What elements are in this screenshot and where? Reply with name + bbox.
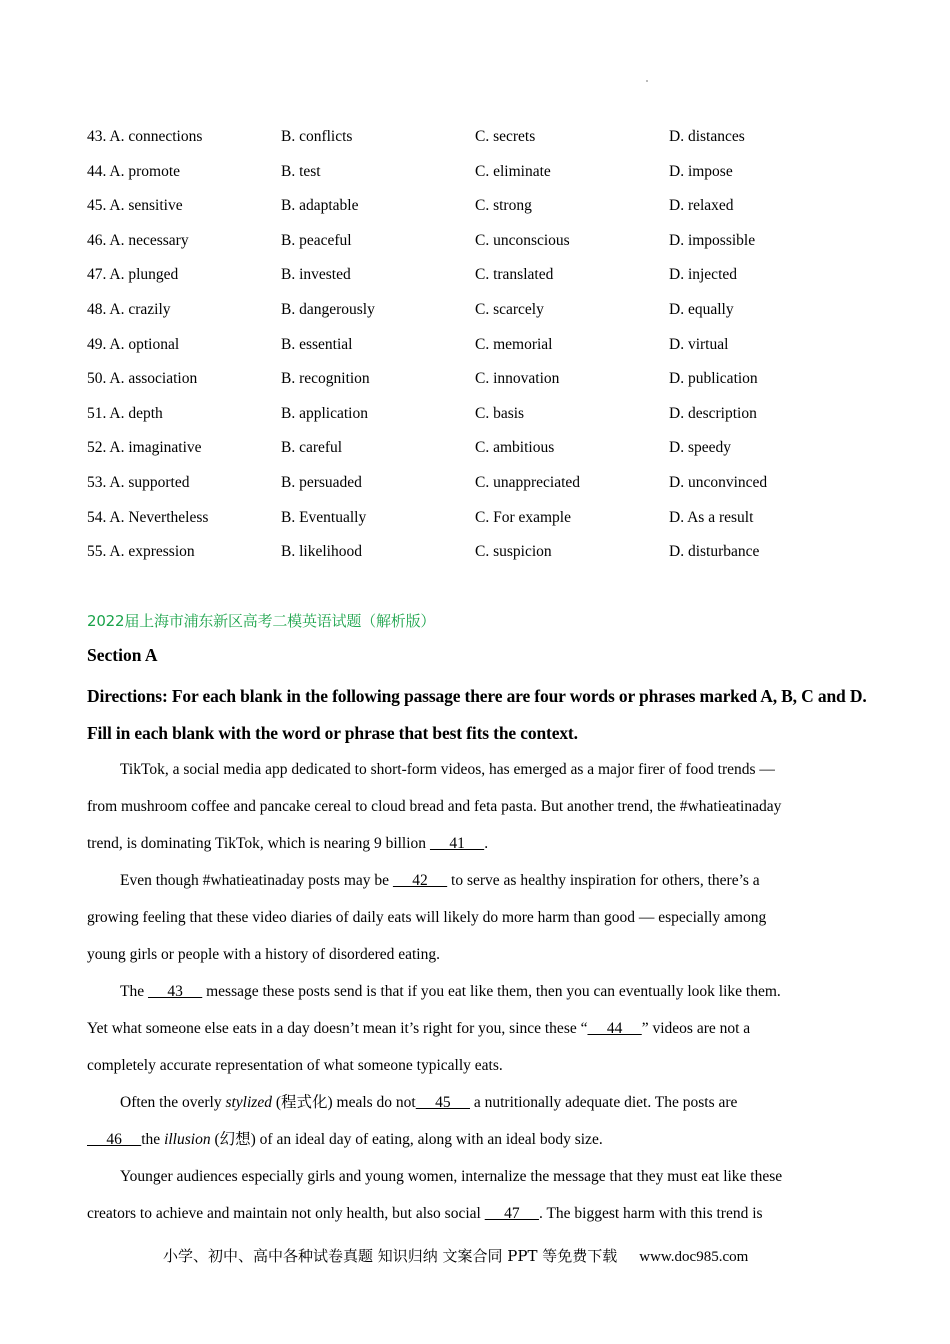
option-row xyxy=(87,404,867,439)
option-row xyxy=(87,438,867,473)
blank-41: 41 xyxy=(429,835,485,852)
option-d: D. equally xyxy=(669,300,734,318)
option-d: D. virtual xyxy=(669,335,729,353)
option-d: D. distances xyxy=(669,128,745,145)
section-heading: Section A xyxy=(87,645,158,665)
text-span: Often the overly xyxy=(120,1094,226,1111)
text-line xyxy=(87,973,867,1010)
option-b: B. likelihood xyxy=(281,543,362,561)
text-line xyxy=(87,1121,867,1158)
option-text: A. expression xyxy=(109,543,195,561)
text-span: a nutritionally adequate diet. The posts are xyxy=(470,1094,738,1111)
blank-46: 46 xyxy=(87,1131,142,1148)
option-b: B. conflicts xyxy=(281,128,353,145)
option-a xyxy=(87,162,180,182)
text-span: (幻想) of an ideal day of eating, along with an ideal body size. xyxy=(210,1131,603,1148)
option-row xyxy=(87,196,867,231)
answer-options xyxy=(87,127,867,577)
question-number: 43. xyxy=(87,128,107,145)
option-a xyxy=(87,231,189,251)
option-row xyxy=(87,265,867,300)
question-number: 47. xyxy=(87,266,107,284)
italic-term: illusion xyxy=(164,1131,211,1148)
option-c: C. secrets xyxy=(475,128,536,145)
option-d: D. speedy xyxy=(669,439,731,457)
blank-47: 47 xyxy=(484,1205,539,1222)
text-span: The xyxy=(120,983,148,1000)
option-row xyxy=(87,542,867,577)
paragraph-3 xyxy=(87,973,867,1084)
question-number: 52. xyxy=(87,439,107,457)
option-d: D. impose xyxy=(669,162,733,180)
question-number: 44. xyxy=(87,162,107,180)
option-text: A. imaginative xyxy=(109,439,202,457)
option-c: C. strong xyxy=(475,197,532,215)
option-a xyxy=(87,196,183,216)
option-text: A. sensitive xyxy=(109,197,183,215)
blank-44: 44 xyxy=(587,1020,642,1037)
option-text: A. association xyxy=(109,370,198,388)
option-text: A. supported xyxy=(109,473,190,491)
option-b: B. dangerously xyxy=(281,300,375,318)
question-number: 46. xyxy=(87,231,107,249)
paragraph-2 xyxy=(87,862,867,973)
text-span: ” videos are not a xyxy=(641,1020,751,1037)
option-text: A. crazily xyxy=(109,300,171,318)
option-d: D. impossible xyxy=(669,231,756,249)
option-row xyxy=(87,300,867,335)
text-line: from mushroom coffee and pancake cereal to cloud bread and feta pasta. But another trend, the #whatieatinaday xyxy=(87,798,782,815)
option-a xyxy=(87,438,202,458)
paragraph-4 xyxy=(87,1084,867,1158)
option-text: A. plunged xyxy=(109,266,179,284)
option-row xyxy=(87,127,867,162)
blank-42: 42 xyxy=(392,872,448,889)
option-d: D. description xyxy=(669,404,757,422)
directions-text: Directions: For each blank in the following passage there are four words or phrases marked A, B, C and D. Fill in each blank with the word or phrase that best fits the context. xyxy=(87,686,867,743)
option-c: C. eliminate xyxy=(475,162,551,180)
text-line xyxy=(87,1195,867,1232)
text-line xyxy=(87,862,867,899)
text-span: Yet what someone else eats in a day doesn’t mean it’s right for you, since these “ xyxy=(87,1020,588,1037)
text-line xyxy=(87,1010,867,1047)
blank-43: 43 xyxy=(147,983,203,1000)
option-a xyxy=(87,300,171,320)
text-line: TikTok, a social media app dedicated to short-form videos, has emerged as a major firer of food trends — xyxy=(120,761,775,778)
text-span: . xyxy=(484,835,489,852)
paragraph-5 xyxy=(87,1158,867,1232)
option-text: A. necessary xyxy=(109,231,189,249)
option-b: B. essential xyxy=(281,335,353,353)
text-line xyxy=(87,1084,867,1121)
option-b: B. invested xyxy=(281,266,351,284)
text-span: creators to achieve and maintain not only health, but also social xyxy=(87,1205,485,1222)
option-d: D. publication xyxy=(669,370,758,388)
option-row xyxy=(87,335,867,370)
option-a xyxy=(87,508,208,528)
page-mark xyxy=(646,80,648,82)
text-span: the xyxy=(141,1131,165,1148)
option-a xyxy=(87,404,163,424)
option-d: D. injected xyxy=(669,266,738,284)
option-d: D. relaxed xyxy=(669,197,734,215)
option-a xyxy=(87,335,179,355)
option-c: C. unappreciated xyxy=(475,473,581,491)
question-number: 51. xyxy=(87,404,107,422)
option-c: C. basis xyxy=(475,404,525,422)
option-c: C. unconscious xyxy=(475,231,570,249)
option-a xyxy=(87,265,178,285)
option-text: A. connections xyxy=(109,128,203,145)
option-row xyxy=(87,508,867,543)
option-c: C. suspicion xyxy=(475,543,552,561)
option-text: A. optional xyxy=(109,335,180,353)
question-number: 54. xyxy=(87,508,107,526)
option-d: D. unconvinced xyxy=(669,473,768,491)
footer-url[interactable]: www.doc985.com xyxy=(639,1249,749,1265)
question-number: 50. xyxy=(87,370,107,388)
option-b: B. Eventually xyxy=(281,508,367,526)
document-title[interactable]: 2022届上海市浦东新区高考二模英语试题（解析版） xyxy=(87,612,436,630)
italic-term: stylized xyxy=(225,1094,272,1111)
option-b: B. application xyxy=(281,404,368,422)
option-b: B. peaceful xyxy=(281,231,352,249)
option-a xyxy=(87,542,195,562)
question-number: 48. xyxy=(87,300,107,318)
option-c: C. innovation xyxy=(475,370,560,388)
text-span: Even though #whatieatinaday posts may be xyxy=(120,872,393,889)
option-row xyxy=(87,369,867,404)
page-footer xyxy=(163,1245,748,1266)
option-d: D. As a result xyxy=(669,508,754,526)
question-number: 45. xyxy=(87,197,107,215)
text-span: to serve as healthy inspiration for others, there’s a xyxy=(447,872,760,889)
option-c: C. For example xyxy=(475,508,571,526)
option-text: A. promote xyxy=(109,162,181,180)
option-b: B. test xyxy=(281,162,321,180)
option-row xyxy=(87,473,867,508)
text-line: Younger audiences especially girls and young women, internalize the message that they must eat like these xyxy=(120,1168,783,1185)
option-a xyxy=(87,369,197,389)
footer-text: 小学、初中、高中各种试卷真题 知识归纳 文案合同 PPT 等免费下载 xyxy=(163,1247,618,1265)
text-span: . The biggest harm with this trend is xyxy=(538,1205,763,1222)
question-number: 53. xyxy=(87,473,107,491)
option-text: A. depth xyxy=(109,404,163,422)
text-span: trend, is dominating TikTok, which is nearing 9 billion xyxy=(87,835,430,852)
text-line xyxy=(87,825,867,862)
option-c: C. ambitious xyxy=(475,439,555,457)
question-number: 55. xyxy=(87,543,107,561)
option-d: D. disturbance xyxy=(669,543,760,561)
option-row xyxy=(87,162,867,197)
blank-45: 45 xyxy=(415,1094,470,1111)
option-b: B. persuaded xyxy=(281,473,362,491)
paragraph-1 xyxy=(87,751,867,862)
option-a xyxy=(87,127,202,147)
option-b: B. careful xyxy=(281,439,343,457)
passage xyxy=(87,751,867,1232)
option-c: C. memorial xyxy=(475,335,553,353)
text-line: completely accurate representation of what someone typically eats. xyxy=(87,1057,503,1074)
option-c: C. scarcely xyxy=(475,300,544,318)
text-line: growing feeling that these video diaries of daily eats will likely do more harm than good — especially among xyxy=(87,909,767,926)
option-row xyxy=(87,231,867,266)
option-b: B. adaptable xyxy=(281,197,359,215)
question-number: 49. xyxy=(87,335,107,353)
option-a xyxy=(87,473,189,493)
option-b: B. recognition xyxy=(281,370,370,388)
text-line: young girls or people with a history of disordered eating. xyxy=(87,946,440,963)
text-span: message these posts send is that if you eat like them, then you can eventually look like them. xyxy=(202,983,781,1000)
option-text: A. Nevertheless xyxy=(109,508,209,526)
option-c: C. translated xyxy=(475,266,554,284)
text-span: (程式化) meals do not xyxy=(271,1094,416,1111)
